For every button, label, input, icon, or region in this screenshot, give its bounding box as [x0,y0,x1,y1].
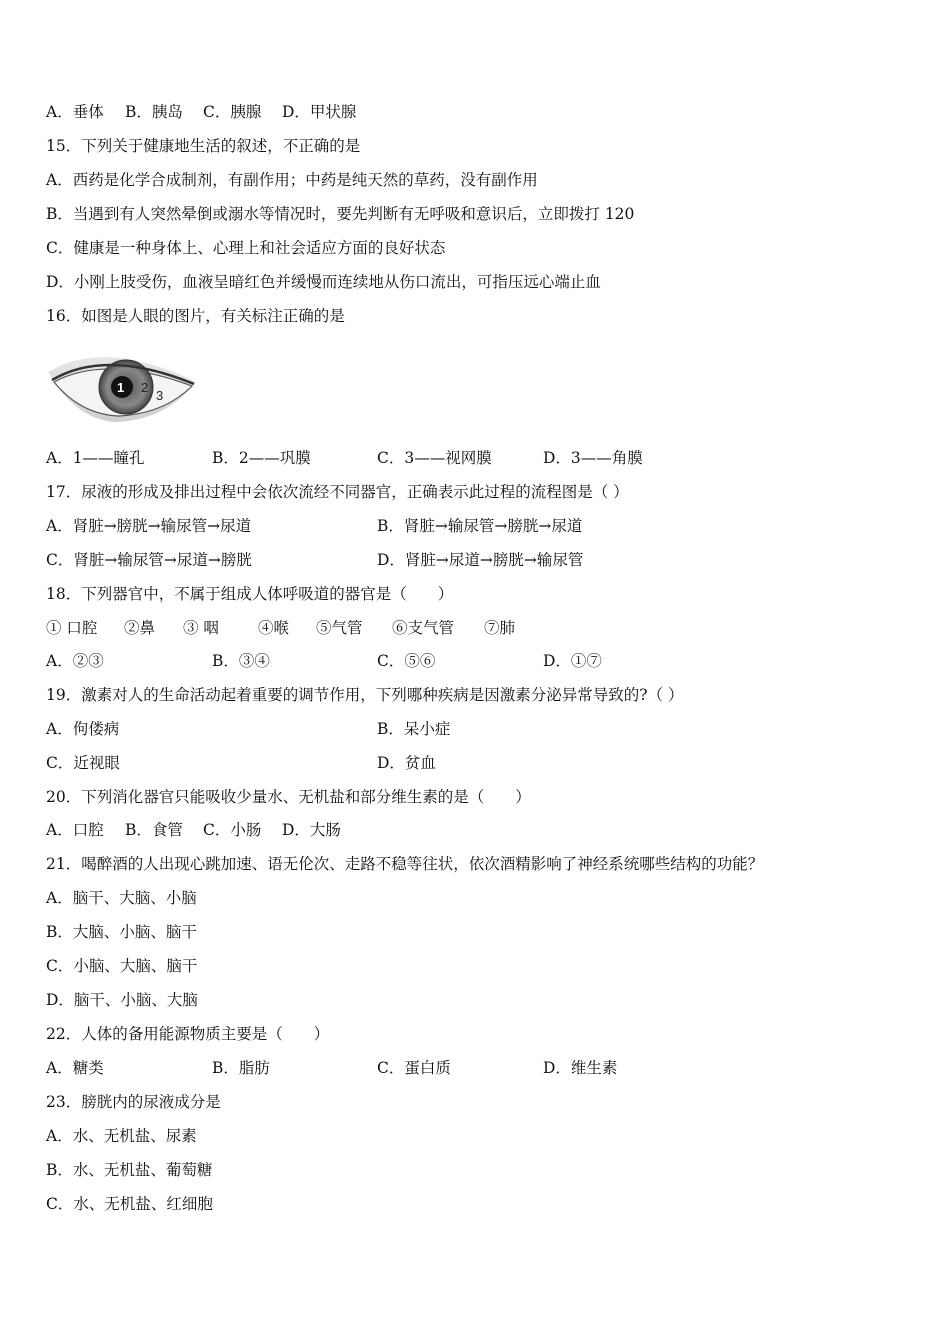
q18-item: ③ 咽 [183,619,219,637]
q18-option-c: C．⑤⑥ [377,652,436,670]
q17-option-b: B．肾脏→输尿管→膀胱→尿道 [377,517,583,535]
q21-option-b: B．大脑、小脑、脑干 [46,923,197,941]
q18-stem: 18．下列器官中，不属于组成人体呼吸道的器官是（ ） [46,585,454,603]
q18-item: ④喉 [258,619,290,637]
q14-option-d: D．甲状腺 [282,103,357,121]
q18-item: ① 口腔 [46,619,98,637]
q16-option-a: A．1——瞳孔 [46,449,145,467]
q17-option-c: C．肾脏→输尿管→尿道→膀胱 [46,551,252,569]
q18-item: ⑥支气管 [392,619,455,637]
q22-stem: 22．人体的备用能源物质主要是（ ） [46,1025,330,1043]
q19-option-c: C．近视眼 [46,754,120,772]
q17-stem: 17．尿液的形成及排出过程中会依次流经不同器官，正确表示此过程的流程图是（ ） [46,483,629,501]
q22-option-a: A．糖类 [46,1059,104,1077]
q20-option-d: D．大肠 [282,821,341,839]
q14-option-a: A．垂体 [46,103,104,121]
q23-option-a: A．水、无机盐、尿素 [46,1127,197,1145]
q18-option-b: B．③④ [212,652,270,670]
q23-stem: 23．膀胱内的尿液成分是 [46,1093,221,1111]
q15-stem: 15．下列关于健康地生活的叙述，不正确的是 [46,137,361,155]
q22-option-b: B．脂肪 [212,1059,270,1077]
q19-option-a: A．佝偻病 [46,720,120,738]
q15-option-d: D．小刚上肢受伤，血液呈暗红色并缓慢而连续地从伤口流出，可指压远心端止血 [46,273,601,291]
q20-stem: 20．下列消化器官只能吸收少量水、无机盐和部分维生素的是（ ） [46,788,531,806]
q16-option-d: D．3——角膜 [543,449,643,467]
q23-option-c: C．水、无机盐、红细胞 [46,1195,213,1213]
q15-option-b: B．当遇到有人突然晕倒或溺水等情况时，要先判断有无呼吸和意识后，立即拨打 120 [46,205,635,223]
eye-figure [46,342,202,432]
q14-option-b: B．胰岛 [125,103,183,121]
q23-option-b: B．水、无机盐、葡萄糖 [46,1161,213,1179]
q14-option-c: C．胰腺 [203,103,262,121]
q21-option-c: C．小脑、大脑、脑干 [46,957,198,975]
q21-option-d: D．脑干、小脑、大脑 [46,991,198,1009]
q18-item: ⑦肺 [484,619,516,637]
q17-option-a: A．肾脏→膀胱→输尿管→尿道 [46,517,252,535]
q20-option-b: B．食管 [125,821,183,839]
q22-option-c: C．蛋白质 [377,1059,451,1077]
q19-stem: 19．激素对人的生命活动起着重要的调节作用，下列哪种疾病是因激素分泌异常导致的?（ ） [46,686,684,704]
q15-option-c: C．健康是一种身体上、心理上和社会适应方面的良好状态 [46,239,446,257]
q16-option-c: C．3——视网膜 [377,449,492,467]
q17-option-d: D．肾脏→尿道→膀胱→输尿管 [377,551,584,569]
eye-label-3: 3 [156,388,164,403]
q20-option-a: A．口腔 [46,821,104,839]
q19-option-b: B．呆小症 [377,720,451,738]
q19-option-d: D．贫血 [377,754,436,772]
q20-option-c: C．小肠 [203,821,262,839]
eye-label-1: 1 [117,380,125,395]
q15-option-a: A．西药是化学合成制剂，有副作用；中药是纯天然的草药，没有副作用 [46,171,538,189]
eye-label-2: 2 [141,380,149,395]
q21-stem: 21．喝醉酒的人出现心跳加速、语无伦次、走路不稳等往状，依次酒精影响了神经系统哪些结构的功能？ [46,855,764,873]
q18-option-d: D．①⑦ [543,652,602,670]
q22-option-d: D．维生素 [543,1059,618,1077]
q21-option-a: A．脑干、大脑、小脑 [46,889,197,907]
q16-option-b: B．2——巩膜 [212,449,311,467]
q18-item: ⑤气管 [316,619,363,637]
q18-item: ②鼻 [124,619,156,637]
q16-stem: 16．如图是人眼的图片，有关标注正确的是 [46,307,345,325]
q18-option-a: A．②③ [46,652,104,670]
